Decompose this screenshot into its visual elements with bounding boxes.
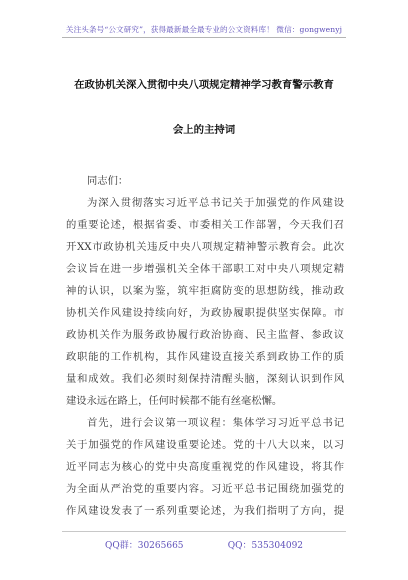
page-header [0,0,408,42]
body-line: 会议旨在进一步增强机关全体干部职工对中央八项规定精 [66,263,344,275]
body-line: 首先，进行会议第一项议程：集体学习习近平总书记 [87,417,344,429]
body-line: 近平同志为核心的党中央高度重视党的作风建设，将其作 [66,461,344,473]
body-line: 开XX市政协机关违反中央八项规定精神警示教育会。此次 [66,241,344,253]
header-divider [62,37,346,38]
body-line: 作风建设发表了一系列重要论述，为我们指明了方向，提 [66,505,344,517]
body-line: 政职能的工作机构，其作风建设直接关系到政协工作的质 [66,351,344,363]
salutation: 同志们： [87,175,129,187]
body-line: 的重要论述，根据省委、市委相关工作部署，今天我们召 [66,219,344,231]
page-footer [0,533,408,553]
body-line: 政协机关作为服务政协履行政治协商、民主监督、参政议 [66,329,344,341]
body-line: 为深入贯彻落实习近平总书记关于加强党的作风建设 [87,197,344,209]
document-title-line-2: 会上的主持词 [172,124,236,136]
body-line: 量和成效。我们必须时刻保持清醒头脑，深刻认识到作风 [66,373,344,385]
footer-divider [62,531,346,532]
document-body [66,170,344,522]
footer-qq-group: QQ群：30265665 [104,541,184,551]
footer-qq-contact: QQ：535304092 [227,541,304,551]
body-line: 神的认识，以案为鉴，筑牢拒腐防变的思想防线，推动政 [66,285,344,297]
body-line: 关于加强党的作风建设重要论述。党的十八大以来，以习 [66,439,344,451]
header-promo-text: 关注头条号“公文研究”，获得最新最全最专业的公文资料库！ 微信：gongwenyj [65,25,343,34]
body-line: 建设永远在路上，任何时候都不能有丝毫松懈。 [66,395,283,407]
body-line: 协机关作风建设持续向好，为政协履职提供坚实保障。市 [66,307,344,319]
body-line: 为全面从严治党的重要内容。习近平总书记围绕加强党的 [66,483,344,495]
document-title-line-1: 在政协机关深入贯彻中央八项规定精神学习教育警示教育 [74,79,334,91]
